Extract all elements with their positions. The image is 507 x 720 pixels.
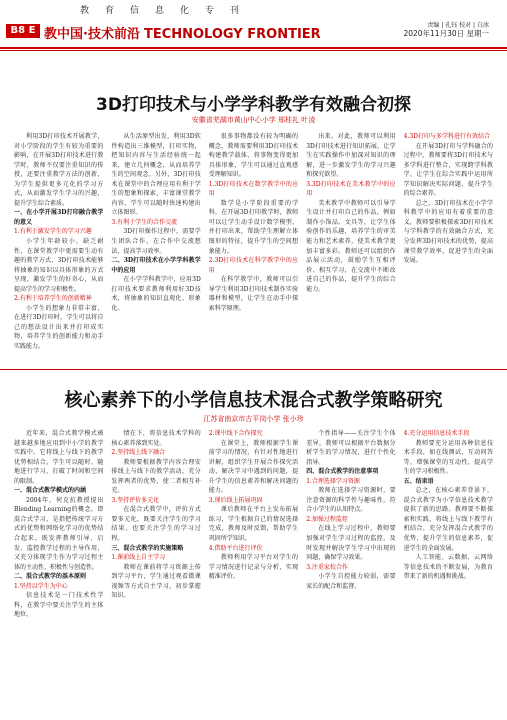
subheading: 1.有利于激发学生的学习兴趣 [14,228,92,236]
subheading: 3.有利于学生的合作交流 [111,218,178,226]
masthead-en: TECHNOLOGY FRONTIER [143,27,321,42]
subheading: 4.3D打印与多学科进行有效结合 [403,133,490,140]
paragraph: 3D打印操作过程中，需要学生团队合作，在合作中交流想法，提高学习效率。 [111,228,201,255]
article1-column [306,132,395,364]
subheading: 3.注重家校合作 [306,563,348,571]
paragraph: 个性指导——关注学生个体差异，教师可以根据平台数据分析学生的学习情况，进行个性化指导。 [306,430,396,466]
subheading: 4.借助平台进行评价 [208,544,263,552]
subheading: 2.3D打印技术在科学教学中的应用 [208,257,299,274]
subheading: 1.合理选择学习资源 [306,477,360,485]
paragraph: 近年来，混合式教学模式被越来越多地应用到中小学的教学实践中。它将线上与线下的教学优势相结合，学生可以随时、随地进行学习，打破了时间和空间的限制。 [14,430,104,485]
article2-column [404,429,493,714]
paragraph: 在小学学科教学中，应用3D打印技术要求教师利用好3D技术，将抽象的知识直观化、形象化。 [111,276,201,312]
paragraph: 在开展3D打印与学科融合的过程中，教师要将3D打印技术与多学科进行整合，实现跨学科教学，让学生在综合实践中运用所学知识解决实际问题，提升学生的综合素养。 [403,142,493,198]
subheading: 1.课前线上自主学习 [111,554,166,562]
header-rule [0,47,507,49]
subheading: 二、3D打印技术在小学学科教学中的应用 [111,257,201,274]
article2-body [14,429,493,714]
subheading: 五、结束语 [403,477,434,485]
article1-column [404,132,493,364]
section-badge: B8 E [6,24,40,38]
subheading: 2.加强过程监控 [306,515,348,523]
subheading: 2.课中线下合作探究 [208,430,263,437]
subheading: 3.坚持评价多元化 [111,496,160,504]
paragraph: 信息技术是一门技术性学科，在教学中要关注学生的主体地位。 [14,592,104,619]
date-line: 2020年11月30日 星期一 [403,29,489,38]
paragraph: 小学生年龄较小，缺乏耐性，在课堂教学中更需要生动有趣的教学方式，3D打印技术能够将抽象的知识以具体形象的方式呈现，激发学生的好奇心，从而提高学生的学习积极性。 [14,238,104,293]
paragraph: 教师在课前将学习资源上传到学习平台，学生通过观看微课视频等方式自主学习，初步掌握知识。 [111,563,201,600]
paragraph: 利用3D打印技术开展教学，对小学阶段的学生有较为重要的影响，在开展3D打印技术进行教学时，教师不仅要注重知识的传授，还要注重教学方法的创新，为学生提供更多元化的学习方式，从而激发学生学习的兴趣，提升学生综合素质。 [14,133,104,207]
article2-column [111,429,200,714]
subheading: 二、混合式教学的基本原则 [14,573,87,581]
top-slogan: 教育信息化专刊 [80,6,256,16]
paragraph: 教师利用学习平台对学生的学习情况进行记录与分析，实现精准评价。 [208,554,299,581]
subheading: 4.充分运用信息技术手段 [403,430,470,437]
masthead-cn: 教中国·技术前沿 [44,27,140,42]
paragraph: 小学生的想象力非常丰富，在进行3D打印时，学生可以将自己的想法设计出来并打印成实物，培养学生的创新能力和动手实践能力。 [14,304,104,351]
paragraph: 课后教师在平台上发布拓展练习，学生根据自己的情况选择完成，教师及时反馈，帮助学生巩固所学知识。 [208,506,299,543]
paragraph: 很多事物都没有较为明确的概念，教师需要利用3D打印技术构建教学载体，将事物变得更加具体形象，学生可以通过直观感受理解知识。 [208,133,299,179]
paragraph: 教师要根据教学内容合理安排线上与线下的教学活动，充分发挥两者的优势，使二者相互补充。 [111,458,201,495]
paragraph: 教师在选择学习资源时，要注意资源的科学性与趣味性，符合小学生的认知特点。 [306,487,396,514]
article1-column [111,132,200,364]
subheading: 一、在小学开展3D打印融合教学的意义 [14,209,104,226]
paragraph: 从生活原型出发，利用3D软件构造出三维模型，打印实物，把知识内容与生活经验统一起来，建立几何概念，从而培养学生的空间观念。另外，3D打印技术在课堂中的合理应用有利于学生的想象和探索，丰富课堂教学内容，学生可以随时快速构建出立体图形。 [111,133,201,217]
paragraph: 情在下，将信息技术学科的核心素养落到实处。 [111,430,201,447]
paragraph: 总之，在核心素养背景下，混合式教学为小学信息技术教学提供了新的思路。教师要不断探索和实践，将线上与线下教学有机结合，充分发挥混合式教学的优势，提升学生的信息素养，促进学生的全面发展。 [403,487,493,552]
top-slogan-bar [0,0,507,18]
subheading: 3.课后线上拓展巩固 [208,496,263,504]
paragraph: 数学是小学阶段重要的学科，在开展3D打印教学时，教师可以让学生动手设计数学模型，并打印出来，帮助学生理解立体图形的特征，提升学生的空间想象能力。 [208,199,299,255]
issue-meta [403,22,489,38]
paragraph: 在课堂上，教师根据学生课前学习的情况，有针对性地进行讲解，组织学生开展合作探究活动，解决学习中遇到的问题，提升学生的信息素养和解决问题的能力。 [208,439,299,495]
article-separator [0,369,507,370]
article1-title: 3D打印技术与小学学科教学有效融合初探 [96,95,411,115]
subheading: 四、混合式教学的注意事项 [306,468,379,476]
subheading: 三、混合式教学的实施策略 [111,544,184,552]
paragraph: 在混合式教学中，评价方式要多元化，既要关注学生的学习结果，也要关注学生的学习过程。 [111,506,201,543]
article2-column [306,429,395,714]
paragraph: 人工智能、云数据、云网络等信息技术的不断发展，为教育带来了新的机遇和挑战。 [403,554,493,581]
article2-column [209,429,298,714]
page-header [0,18,507,48]
subheading: 2.坚持线上线下融合 [111,449,166,457]
subheading: 1.3D打印技术在数学教学中的应用 [208,180,299,198]
article2-title: 核心素养下的小学信息技术混合式教学策略研究 [64,390,443,411]
subheading: 3.3D打印技术在美术教学中的应用 [306,180,396,198]
paragraph: 小学生自控能力较弱，需要家长的配合和监督。 [306,573,396,590]
subheading: 1.坚持以学生为中心 [14,582,68,590]
article2-byline: 江苏省南京市古平岗小学 张小珍 [203,415,304,423]
editor-line: 责编 | 孔钰 校对 | 白冰 [427,22,489,29]
header-rule-thin [0,50,507,51]
paragraph: 出来。对此，教师可以利用3D打印技术进行知识拓展，让学生在实践操作中加深对知识的理解，进一步激发学生的学习兴趣和探究欲望。 [306,133,396,179]
subheading: 一、混合式教学模式的内涵 [14,487,87,495]
article1-column [209,132,298,364]
masthead [44,23,321,42]
paragraph: 总之，3D打印技术在小学学科教学中的应用有着重要的意义，教师要积极探索3D打印技术与学科教学的有效融合方式，充分发挥3D打印技术的优势，提高课堂教学效率，促进学生的全面发展。 [403,199,493,265]
paragraph: 教师要充分运用各种信息技术手段，如在线测试、互动问答等，增强课堂的互动性，提高学生的学习积极性。 [403,439,493,476]
paragraph: 美术教学中教师可以引导学生设计并打印自己的作品，例如制作小饰品、文具等，让学生体验创作的乐趣，培养学生的审美能力和艺术素养，使美术教学更加丰富多彩。教师还可以组织作品展示活动，鼓励学生互相评价、相互学习，在交流中不断改进自己的作品，提升学生的综合能力。 [306,199,396,293]
article2-column [14,429,103,714]
paragraph: 2004年，何克抗教授提出Blending Learning的概念，即混合式学习，是指把传统学习方式的优势和网络化学习的优势结合起来，既发挥教师引导、启发、监控教学过程的主导作用，又充分体现学生作为学习过程主体的主动性、积极性与创造性。 [14,496,104,571]
paragraph: 在科学教学中，教师可以引导学生利用3D打印技术制作实验器材和模型，让学生在动手中探索科学原理。 [208,276,299,312]
article1-body [14,132,493,364]
subheading: 2.有利于培养学生的创新精神 [14,295,92,303]
article1-column [14,132,103,364]
article1-byline: 安徽省芜湖市黄山中心小学 邢桂礼 叶凌 [191,116,316,124]
paragraph: 在线上学习过程中，教师要加强对学生学习过程的监控，及时发现并解决学生学习中出现的问题，确保学习效果。 [306,525,396,562]
